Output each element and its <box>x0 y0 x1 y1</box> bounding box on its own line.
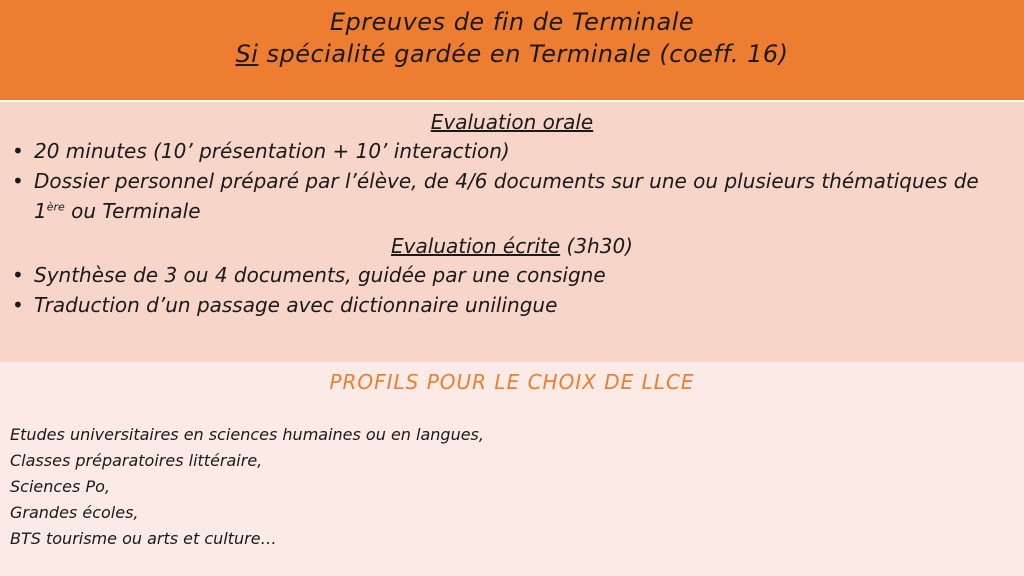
oral-item-text-end: ou Terminale <box>64 199 201 223</box>
list-item: Sciences Po, <box>10 477 110 496</box>
superscript-ere: ère <box>46 200 65 214</box>
oral-title-text: Evaluation orale <box>430 110 594 134</box>
list-item: Classes préparatoires littéraire, <box>10 451 263 470</box>
profils-title: PROFILS POUR LE CHOIX DE LLCE <box>329 370 695 394</box>
bullet-icon: • <box>12 139 24 163</box>
header-title: Epreuves de fin de Terminale <box>329 8 695 36</box>
oral-item-text: Dossier personnel préparé par l’élève, de 4/6 documents sur une ou plusieurs thématiques de 1 <box>34 169 979 223</box>
list-item <box>10 136 1014 166</box>
written-list <box>10 260 1014 320</box>
written-item-text: Traduction d’un passage avec dictionnaire unilingue <box>34 293 558 317</box>
header-subtitle <box>0 38 1024 70</box>
list-item: Etudes universitaires en sciences humaines ou en langues, <box>10 425 484 444</box>
oral-title <box>10 108 1014 136</box>
written-title-text: Evaluation écrite <box>391 234 561 258</box>
slide-header <box>0 0 1024 102</box>
bullet-icon: • <box>12 169 24 193</box>
oral-list <box>10 136 1014 226</box>
profils-section <box>0 362 1024 576</box>
written-item-text: Synthèse de 3 ou 4 documents, guidée par une consigne <box>34 263 606 287</box>
profils-list <box>10 422 1014 552</box>
evaluation-section <box>0 102 1024 362</box>
header-subtitle-rest: spécialité gardée en Terminale (coeff. 16) <box>258 40 789 68</box>
list-item <box>10 166 1014 226</box>
list-item: Grandes écoles, <box>10 503 139 522</box>
oral-item-text: 20 minutes (10’ présentation + 10’ interaction) <box>34 139 510 163</box>
bullet-icon: • <box>12 263 24 287</box>
written-duration: (3h30) <box>560 234 633 258</box>
header-subtitle-underlined: Si <box>235 40 259 68</box>
list-item <box>10 260 1014 290</box>
list-item: BTS tourisme ou arts et culture… <box>10 529 277 548</box>
written-title <box>10 232 1014 260</box>
bullet-icon: • <box>12 293 24 317</box>
list-item <box>10 290 1014 320</box>
